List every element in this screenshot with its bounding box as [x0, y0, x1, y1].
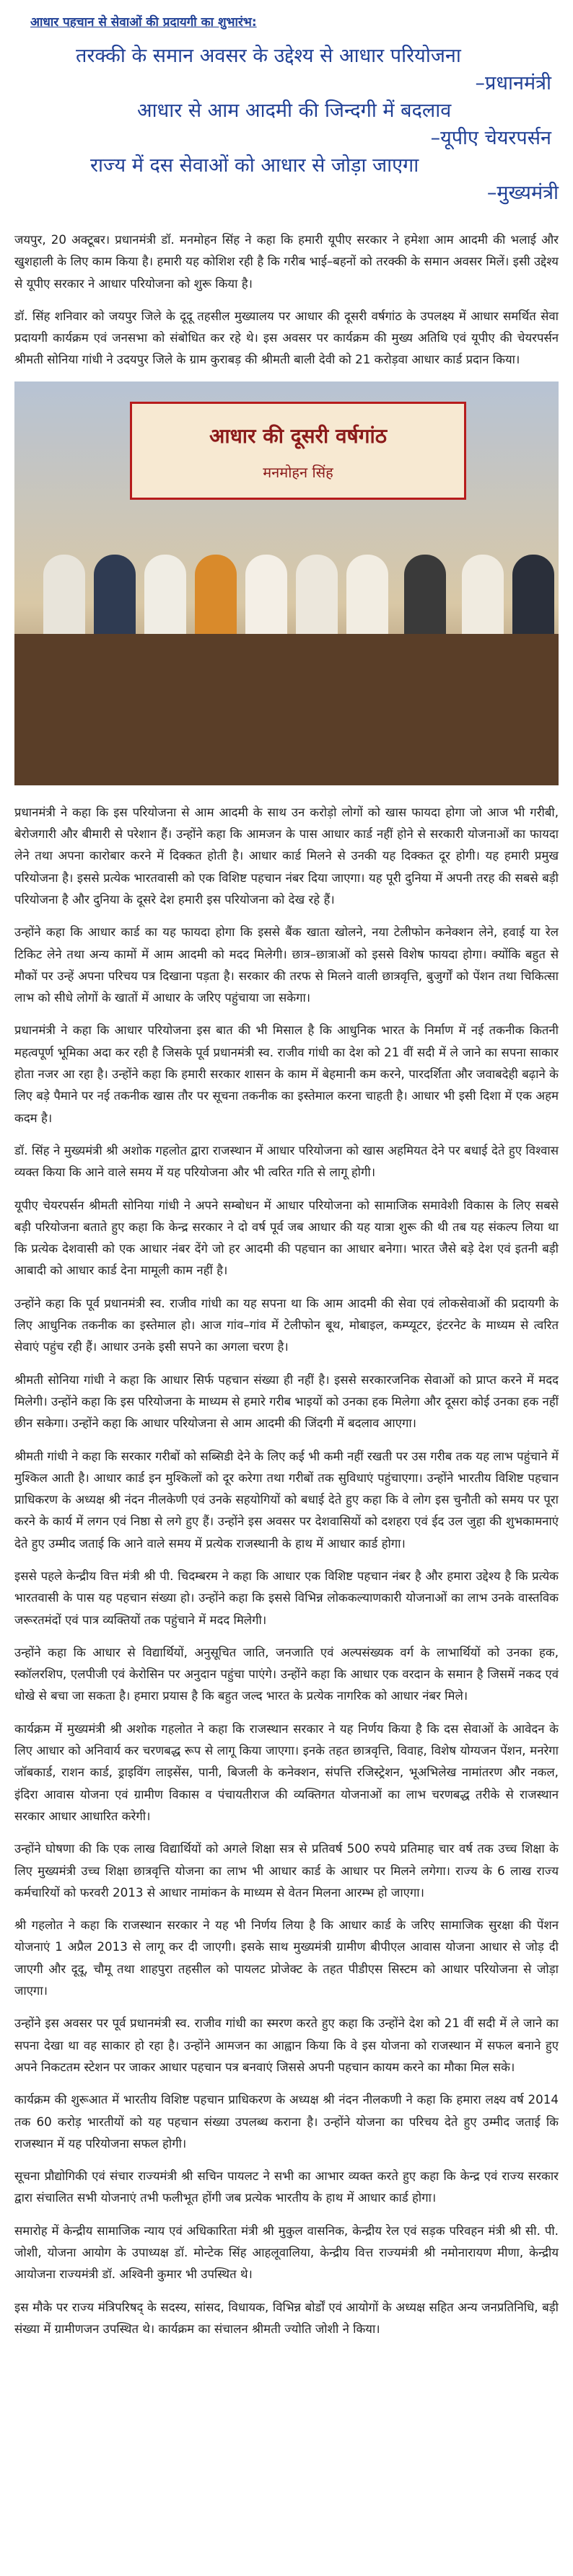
article-body: [14, 229, 559, 2339]
paragraph: श्री गहलोत ने कहा कि राजस्थान सरकार ने यह भी निर्णय लिया है कि आधार कार्ड के जरिए सामाजिक सुरक्षा की पेंशन योजनाएं 1 अप्रैल 2013 से लागू कर दी जाएगी। इसके साथ मुख्यमंत्री ग्रामीण बीपीएल आवास योजना आधार से जोड़ दी जाएगी और दूदू, चौमू तथा शाहपुरा तहसील को पायलट प्रोजेक्ट के तहत पीडीएस सिस्टम को आधार परियोजना से जोड़ा जाएगा।: [14, 1918, 559, 1998]
quotes-block: [14, 43, 559, 207]
paragraph: सूचना प्रौद्योगिकी एवं संचार राज्यमंत्री श्री सचिन पायलट ने सभी का आभार व्यक्त करते हुए कहा कि केन्द्र एवं राज्य सरकार द्वारा संचालित सभी योजनाएं तभी फलीभूत होंगी जब प्रत्येक भारतीय के हाथ में आधार कार्ड होगा।: [14, 2169, 559, 2205]
paragraph: डॉ. सिंह शनिवार को जयपुर जिले के दूदू तहसील मुख्यालय पर आधार की दूसरी वर्षगांठ के उपलक्ष्य में आधार समर्थित सेवा प्रदायगी कार्यक्रम एवं जनसभा को संबोधित कर रहे थे। इस अवसर पर कार्यक्रम की मुख्य अतिथि एवं यूपीए की चेयरपर्सन श्रीमती सोनिया गांधी ने उदयपुर जिले के ग्राम कुराबड़ की श्रीमती बाली देवी को 21 करोड़वा आधार कार्ड प्रदान किया।: [14, 308, 559, 367]
paragraph: कार्यक्रम की शुरूआत में भारतीय विशिष्ट पहचान प्राधिकरण के अध्यक्ष श्री नंदन नीलकणी ने कहा कि हमारा लक्ष्य वर्ष 2014 तक 60 करोड़ भारतीयों को यह पहचान संख्या उपलब्ध कराना है। उन्होंने योजना का परिचय देते हुए उम्मीद जताई कि राजस्थान में यह परियोजना सफल होगी।: [14, 2092, 559, 2151]
paragraph: कार्यक्रम में मुख्यमंत्री श्री अशोक गहलोत ने कहा कि राजस्थान सरकार ने यह निर्णय किया है कि दस सेवाओं के आवेदन के लिए आधार को अनिवार्य कर चरणबद्ध रूप से लागू किया जाएगा। इनके तहत छात्रवृत्ति, विवाह, विशेष योग्यजन पेंशन, मनरेगा जॉबकार्ड, राशन कार्ड, ड्राइविंग लाइसेंस, पानी, बिजली के कनेक्शन, संपत्ति रजिस्ट्रेशन, भूअभिलेख नामांतरण और नकल, इंदिरा आवास योजना एवं ग्रामीण विकास व पंचायतीराज की व्यक्तिगत योजनाओं का लाभ चरणबद्ध तरीके से राजस्थान सरकार आधार आधारित करेगी।: [14, 1721, 559, 1823]
banner-title: आधार की दूसरी वर्षगांठ: [209, 423, 388, 448]
press-release: [14, 0, 559, 2339]
quote-attribution-upa-chairperson: –यूपीए चेयरपर्सन: [430, 127, 551, 149]
quote-chiefminister: राज्य में दस सेवाओं को आधार से जोड़ा जाएगा: [90, 154, 419, 177]
paragraph: उन्होंने कहा कि पूर्व प्रधानमंत्री स्व. राजीव गांधी का यह सपना था कि आम आदमी की सेवा एवं लोकसेवाओं की प्रदायगी के लिए आधुनिक तकनीक का इस्तेमाल हो। आज गांव–गांव में टेलीफोन बूथ, मोबाइल, कम्प्यूटर, इंटरनेट के माध्यम से त्वरित सेवाएं पहुंच रही हैं। आधार उनके इसी सपने का अगला चरण है।: [14, 1295, 559, 1354]
quote-attribution-primeminister: –प्रधानमंत्री: [475, 72, 551, 94]
paragraph: समारोह में केन्द्रीय सामाजिक न्याय एवं अधिकारिता मंत्री श्री मुकुल वासनिक, केन्द्रीय रेल एवं सड़क परिवहन मंत्री श्री सी. पी. जोशी, योजना आयोग के उपाध्यक्ष डॉ. मोन्टेक सिंह आहलूवालिया, केन्द्रीय वित्त राज्यमंत्री श्री नमोनारायण मीणा, केन्द्रीय आयोजना राज्यमंत्री डॉ. अश्विनी कुमार भी उपस्थित थे।: [14, 2223, 559, 2282]
quote-upa-chairperson: आधार से आम आदमी की जिन्दगी में बदलाव: [137, 100, 452, 122]
paragraph: प्रधानमंत्री ने कहा कि इस परियोजना से आम आदमी के साथ उन करोड़ो लोगों को खास फायदा होगा जो आज भी गरीबी, बेरोजगारी और बीमारी से परेशान हैं। उन्होंने कहा कि आमजन के पास आधार कार्ड नहीं होने से सरकारी योजनाओं का फायदा लेने तथा अपना कारोबार करने में दिक्कत होती है। आधार कार्ड मिलने से उनकी यह दिक्कत दूर होगी। यह हमारी प्रमुख परियोजना है। इससे प्रत्येक भारतवासी को एक विशिष्ट पहचान नंबर दिया जाएगा। यह पूरी दुनिया में अपनी तरह की सबसे बड़ी परियोजना है और दुनिया के दूसरे देश हमारी इस परियोजना को देख रहे हैं।: [14, 804, 559, 907]
stage-banner: [130, 402, 466, 500]
paragraph: उन्होंने घोषणा की कि एक लाख विद्यार्थियों को अगले शिक्षा सत्र से प्रतिवर्ष 500 रुपये प्रतिमाह चार वर्ष तक उच्च शिक्षा के लिए मुख्यमंत्री उच्च शिक्षा छात्रवृत्ति योजना का लाभ भी आधार कार्ड के आधार पर मिलने लगेगा। राज्य के 6 लाख राज्य कर्मचारियों को फरवरी 2013 से आधार नामांकन के माध्यम से वेतन मिलना आरम्भ हो जाएगा।: [14, 1841, 559, 1900]
paragraph: इससे पहले केन्द्रीय वित्त मंत्री श्री पी. चिदम्बरम ने कहा कि आधार एक विशिष्ट पहचान नंबर है और हमारा उद्देश्य है कि प्रत्येक भारतवासी के पास यह पहचान संख्या हो। उन्होंने कहा कि इससे विभिन्न लोककल्याणकारी योजनाओं का लाभ उनके वास्तविक जरूरतमंदों एवं पात्र व्यक्तियों तक पहुंचाने में मदद मिलेगी।: [14, 1568, 559, 1627]
article-continuation: [14, 801, 559, 2339]
section-title: आधार पहचान से सेवाओं की प्रदायगी का शुभारंभ:: [30, 15, 257, 30]
paragraph: श्रीमती गांधी ने कहा कि सरकार गरीबों को सब्सिडी देने के लिए कई भी कमी नहीं रखती पर उस गरीब तक यह लाभ पहुंचाने में मुश्किल आती है। आधार कार्ड इन मुश्किलों को दूर करेगा तथा गरीबों तक सुविधाएं पहुंचाएगा। उन्होंने भारतीय विशिष्ट पहचान प्राधिकरण के अध्यक्ष श्री नंदन नीलकेणी एवं उनके सहयोगियों को बधाई देते हुए कहा कि वे लोग इस चुनौती को समय पर पूरा करने के कार्य में लगन एवं निष्ठा से लगे हुए हैं। उन्होंने इस अवसर पर देशवासियों को दशहरा एवं ईद उल जुहा की शुभकामनाएं देते हुए उम्मीद जताई कि आने वाले समय में प्रत्येक राजस्थानी के हाथ में आधार कार्ड होगा।: [14, 1448, 559, 1551]
paragraph: उन्होंने कहा कि आधार कार्ड का यह फायदा होगा कि इससे बैंक खाता खोलने, नया टेलीफोन कनेक्शन लेने, हवाई या रेल टिकिट लेने तथा अन्य कामों में आम आदमी को मदद मिलेगी। छात्र–छात्राओं को इससे विशेष फायदा होगा। क्योंकि बहुत से मौकों पर उन्हें अपना परिचय पत्र दिखाना पड़ता है। सरकार की तरफ से मिलने वाली छात्रवृत्ति, बुजुर्गों को पेंशन तथा चिकित्सा लाभ को सीधे लोगों के खातों में आधार के जरिए पहुंचाया जा सकेगा।: [14, 925, 559, 1005]
paragraph: जयपुर, 20 अक्टूबर। प्रधानमंत्री डॉ. मनमोहन सिंह ने कहा कि हमारी यूपीए सरकार ने हमेशा आम आदमी की भलाई और खुशहाली के लिए काम किया है। हमारी यह कोशिश रही है कि गरीब भाई–बहनों को तरक्की के समान अवसर मिलें। इसी उद्देश्य से यूपीए सरकार ने आधार परियोजना को शुरू किया है।: [14, 232, 559, 291]
paragraph: यूपीए चेयरपर्सन श्रीमती सोनिया गांधी ने अपने सम्बोधन में आधार परियोजना को सामाजिक समावेशी विकास के लिए सबसे बड़ी परियोजना बताते हुए कहा कि केन्द्र सरकार ने दो वर्ष पूर्व जब आधार की यह यात्रा शुरू की थी तब यह संकल्प लिया था कि प्रत्येक देशवासी को एक आधार नंबर देंगे जो हर आदमी की पहचान का आधार बनेगा। भारत जैसे बड़े देश एवं इतनी बड़ी आबादी को आधार कार्ड देना मामूली काम नहीं है।: [14, 1197, 559, 1278]
quote-attribution-chiefminister: –मुख्यमंत्री: [486, 182, 559, 204]
stage-front: [14, 634, 559, 785]
paragraph: डॉ. सिंह ने मुख्यमंत्री श्री अशोक गहलोत द्वारा राजस्थान में आधार परियोजना को खास अहमियत देने पर बधाई देते हुए विश्वास व्यक्त किया कि आने वाले समय में यह परियोजना और भी त्वरित गति से लागू होगी।: [14, 1142, 559, 1180]
paragraph: उन्होंने इस अवसर पर पूर्व प्रधानमंत्री स्व. राजीव गांधी का स्मरण करते हुए कहा कि उन्होंने देश को 21 वीं सदी में ले जाने का सपना देखा था वह साकार हो रहा है। उन्होंने आमजन का आह्वान किया कि वे इस योजना को राजस्थान में सफल बनाने हुए अपने निकटतम स्टेशन पर जाकर आधार पहचान पत्र बनवाएं जिससे अपनी पहचान कायम करने का मौका मिल सके।: [14, 2016, 559, 2074]
paragraph: प्रधानमंत्री ने कहा कि आधार परियोजना इस बात की भी मिसाल है कि आधुनिक भारत के निर्माण में नई तकनीक कितनी महत्वपूर्ण भूमिका अदा कर रही है जिसके पूर्व प्रधानमंत्री स्व. राजीव गांधी का देश को 21 वीं सदी में ले जाने का सपना साकार होता नजर आ रहा है। उन्होंने कहा कि हमारी सरकार शासन के काम में बेहमानी कम करने, पारदर्शिता और जवाबदेही बढ़ाने के लिए बड़े पैमाने पर नई तकनीक खास तौर पर सूचना तकनीक का इस्तेमाल करना चाहती है। आधार भी इसी दिशा में एक अहम कदम है।: [14, 1023, 559, 1125]
paragraph: उन्होंने कहा कि आधार से विद्यार्थियों, अनुसूचित जाति, जनजाति एवं अल्पसंख्यक वर्ग के लाभार्थियों को उनका हक, स्कॉलरशिप, एलपीजी एवं केरोसिन पर अनुदान पहुंचा पाएंगे। उन्होंने कहा कि आधार एक वरदान के समान है जिसमें नकद एवं धोखे से बचा जा सकता है। हमारा प्रयास है कि बहुत जल्द भारत के प्रत्येक नागरिक को आधार नंबर मिले।: [14, 1644, 559, 1703]
paragraph: इस मौके पर राज्य मंत्रिपरिषद् के सदस्य, सांसद, विधायक, विभिन्न बोर्डों एवं आयोगों के अध्यक्ष सहित अन्य जनप्रतिनिधि, बड़ी संख्या में ग्रामीणजन उपस्थित थे। कार्यक्रम का संचालन श्रीमती ज्योति जोशी ने किया।: [14, 2299, 559, 2336]
banner-subtitle: मनमोहन सिंह: [263, 463, 333, 481]
paragraph: श्रीमती सोनिया गांधी ने कहा कि आधार सिर्फ पहचान संख्या ही नहीं है। इससे सरकारजनिक सेवाओं को प्राप्त करने में मदद मिलेगी। उन्होंने कहा कि इस परियोजना के माध्यम से हमारे गरीब भाइयों को उनका हक मिलेगा और दूसरा कोई उनका हक नहीं छीन सकेगा। उन्होंने कहा कि आधार परियोजना से आम आदमी की जिंदगी में बदलाव आएगा।: [14, 1372, 559, 1431]
event-photo: [14, 381, 559, 785]
quote-primeminister: तरक्की के समान अवसर के उद्देश्य से आधार परियोजना: [76, 45, 461, 67]
